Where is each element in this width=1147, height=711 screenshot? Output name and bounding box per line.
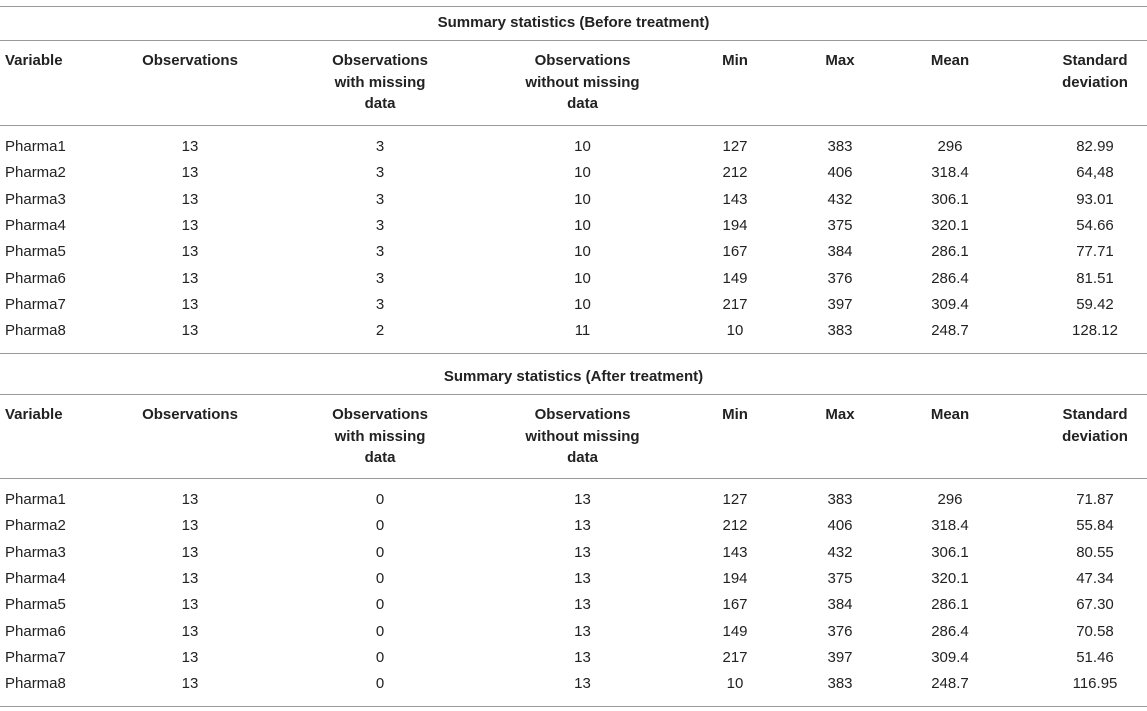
cell-mean: 286.4 xyxy=(931,622,969,640)
cell-observations: 13 xyxy=(181,648,199,666)
cell-variable: Pharma2 xyxy=(5,164,66,182)
cell-missing: 0 xyxy=(375,622,385,640)
cell-std-dev: 64,48 xyxy=(1076,164,1114,182)
column-header-std-dev xyxy=(1045,50,1145,93)
cell-std-dev: 93.01 xyxy=(1076,190,1114,208)
cell-std-dev: 80.55 xyxy=(1076,543,1114,561)
cell-min: 212 xyxy=(722,517,748,535)
cell-std-dev: 70.58 xyxy=(1076,622,1114,640)
section-title-before: Summary statistics (Before treatment) xyxy=(437,14,710,31)
cell-min: 149 xyxy=(722,622,748,640)
column-header-min xyxy=(700,50,770,72)
cell-missing: 3 xyxy=(375,164,385,182)
cell-missing: 3 xyxy=(375,216,385,234)
cell-observations: 13 xyxy=(181,622,199,640)
cell-missing: 3 xyxy=(375,243,385,261)
cell-max: 383 xyxy=(827,675,853,693)
cell-without-missing: 13 xyxy=(574,569,591,587)
cell-variable: Pharma4 xyxy=(5,216,66,234)
column-header-line: Mean xyxy=(930,406,970,423)
column-header-line: Standard xyxy=(1062,406,1128,423)
column-header-line: Standard xyxy=(1062,52,1128,69)
cell-missing: 0 xyxy=(375,648,385,666)
cell-without-missing: 10 xyxy=(574,190,591,208)
cell-std-dev: 81.51 xyxy=(1076,269,1114,287)
cell-missing: 0 xyxy=(375,675,385,693)
column-header-line: Max xyxy=(825,52,855,69)
cell-std-dev: 54.66 xyxy=(1076,216,1114,234)
cell-observations: 13 xyxy=(181,164,199,182)
cell-std-dev: 71.87 xyxy=(1076,491,1114,508)
cell-mean: 248.7 xyxy=(931,322,969,340)
cell-mean: 286.1 xyxy=(931,596,969,614)
cell-variable: Pharma6 xyxy=(5,622,66,640)
section-title-rule xyxy=(0,40,1147,41)
cell-variable: Pharma6 xyxy=(5,269,66,287)
cell-variable: Pharma2 xyxy=(5,517,66,535)
cell-min: 10 xyxy=(726,675,744,693)
cell-max: 376 xyxy=(827,622,853,640)
cell-variable: Pharma3 xyxy=(5,190,66,208)
column-header-min xyxy=(700,404,770,426)
cell-min: 143 xyxy=(722,190,748,208)
cell-min: 194 xyxy=(722,569,748,587)
cell-observations: 13 xyxy=(181,243,199,261)
cell-std-dev: 67.30 xyxy=(1076,596,1114,614)
column-header-variable xyxy=(5,50,125,72)
cell-without-missing: 10 xyxy=(574,216,591,234)
cell-missing: 0 xyxy=(375,491,385,508)
cell-without-missing: 13 xyxy=(574,622,591,640)
column-header-line: Observations xyxy=(332,52,428,69)
column-header-max xyxy=(805,50,875,72)
column-header-missing xyxy=(300,50,460,115)
cell-max: 397 xyxy=(827,295,853,313)
cell-variable: Pharma8 xyxy=(5,675,66,693)
cell-variable: Pharma1 xyxy=(5,491,66,508)
cell-without-missing: 13 xyxy=(574,543,591,561)
cell-observations: 13 xyxy=(181,596,199,614)
cell-without-missing: 13 xyxy=(574,517,591,535)
cell-missing: 2 xyxy=(375,322,385,340)
header-bottom-rule xyxy=(0,125,1147,126)
column-header-line: Mean xyxy=(930,52,970,69)
cell-without-missing: 10 xyxy=(574,164,591,182)
column-header-line: Observations xyxy=(332,406,428,423)
cell-mean: 320.1 xyxy=(931,216,969,234)
cell-missing: 0 xyxy=(375,596,385,614)
cell-min: 194 xyxy=(722,216,748,234)
cell-min: 167 xyxy=(722,596,748,614)
cell-without-missing: 13 xyxy=(574,648,591,666)
cell-variable: Pharma3 xyxy=(5,543,66,561)
cell-mean: 309.4 xyxy=(931,648,969,666)
cell-std-dev: 128.12 xyxy=(1072,322,1118,340)
cell-max: 397 xyxy=(827,648,853,666)
cell-max: 406 xyxy=(827,517,853,535)
cell-missing: 3 xyxy=(375,269,385,287)
cell-mean: 248.7 xyxy=(931,675,969,693)
section-bottom-rule xyxy=(0,353,1147,354)
table-top-rule xyxy=(0,6,1147,7)
cell-observations: 13 xyxy=(181,675,199,693)
cell-min: 167 xyxy=(722,243,748,261)
cell-mean: 286.4 xyxy=(931,269,969,287)
cell-observations: 13 xyxy=(181,543,199,561)
cell-mean: 309.4 xyxy=(931,295,969,313)
column-header-without-missing xyxy=(500,50,665,115)
cell-mean: 296 xyxy=(937,491,963,508)
cell-min: 127 xyxy=(722,138,748,155)
section-title-rule xyxy=(0,394,1147,395)
cell-missing: 3 xyxy=(375,138,385,155)
cell-variable: Pharma8 xyxy=(5,322,66,340)
column-header-mean xyxy=(915,50,985,72)
cell-max: 406 xyxy=(827,164,853,182)
column-header-line: with missing xyxy=(334,427,426,445)
cell-mean: 320.1 xyxy=(931,569,969,587)
cell-std-dev: 55.84 xyxy=(1076,517,1114,535)
cell-max: 375 xyxy=(827,216,853,234)
cell-without-missing: 10 xyxy=(574,243,591,261)
column-header-max xyxy=(805,404,875,426)
cell-max: 383 xyxy=(827,491,853,508)
cell-mean: 306.1 xyxy=(931,190,969,208)
column-header-line: Observations xyxy=(534,52,631,69)
cell-variable: Pharma7 xyxy=(5,648,66,666)
cell-min: 149 xyxy=(722,269,748,287)
column-header-line: data xyxy=(567,449,598,466)
cell-std-dev: 116.95 xyxy=(1072,675,1118,693)
cell-observations: 13 xyxy=(181,491,199,508)
column-header-observations xyxy=(130,50,250,72)
cell-min: 217 xyxy=(722,648,748,666)
cell-observations: 13 xyxy=(181,138,199,155)
cell-variable: Pharma5 xyxy=(5,243,66,261)
cell-mean: 286.1 xyxy=(931,243,969,261)
cell-std-dev: 51.46 xyxy=(1076,648,1114,666)
column-header-line: without missing xyxy=(525,427,640,445)
cell-missing: 0 xyxy=(375,569,385,587)
column-header-mean xyxy=(915,404,985,426)
cell-mean: 318.4 xyxy=(931,164,969,182)
cell-max: 432 xyxy=(827,543,853,561)
column-header-line: data xyxy=(567,95,598,112)
column-header-line: data xyxy=(364,95,396,112)
cell-max: 383 xyxy=(827,138,853,155)
column-header-line: Variable xyxy=(5,52,63,69)
cell-max: 432 xyxy=(827,190,853,208)
cell-variable: Pharma5 xyxy=(5,596,66,614)
column-header-without-missing xyxy=(500,404,665,469)
column-header-variable xyxy=(5,404,125,426)
cell-max: 384 xyxy=(827,596,853,614)
column-header-line: Min xyxy=(722,52,748,69)
cell-min: 127 xyxy=(722,491,748,508)
cell-variable: Pharma7 xyxy=(5,295,66,313)
column-header-line: Max xyxy=(825,406,855,423)
column-header-std-dev xyxy=(1045,404,1145,447)
cell-min: 10 xyxy=(726,322,744,340)
cell-without-missing: 10 xyxy=(574,269,591,287)
cell-max: 376 xyxy=(827,269,853,287)
cell-observations: 13 xyxy=(181,216,199,234)
cell-min: 143 xyxy=(722,543,748,561)
cell-min: 212 xyxy=(722,164,748,182)
cell-max: 384 xyxy=(827,243,853,261)
cell-observations: 13 xyxy=(181,517,199,535)
cell-mean: 296 xyxy=(937,138,963,155)
cell-without-missing: 13 xyxy=(574,675,591,693)
column-header-line: deviation xyxy=(1062,73,1128,91)
cell-without-missing: 10 xyxy=(574,295,591,313)
cell-missing: 0 xyxy=(375,543,385,561)
cell-variable: Pharma4 xyxy=(5,569,66,587)
cell-observations: 13 xyxy=(181,190,199,208)
column-header-line: with missing xyxy=(334,73,426,91)
column-header-missing xyxy=(300,404,460,469)
header-bottom-rule xyxy=(0,478,1147,479)
cell-observations: 13 xyxy=(181,322,199,340)
cell-std-dev: 47.34 xyxy=(1076,569,1114,587)
cell-without-missing: 13 xyxy=(574,491,591,508)
cell-missing: 3 xyxy=(375,295,385,313)
column-header-observations xyxy=(130,404,250,426)
cell-observations: 13 xyxy=(181,295,199,313)
cell-observations: 13 xyxy=(181,269,199,287)
column-header-line: Observations xyxy=(142,52,238,69)
cell-max: 383 xyxy=(827,322,853,340)
cell-missing: 3 xyxy=(375,190,385,208)
cell-mean: 318.4 xyxy=(931,517,969,535)
table-bottom-rule xyxy=(0,706,1147,707)
cell-without-missing: 10 xyxy=(574,138,591,155)
column-header-line: Observations xyxy=(142,406,238,423)
section-title-after: Summary statistics (After treatment) xyxy=(443,368,704,385)
column-header-line: Min xyxy=(722,406,748,423)
cell-missing: 0 xyxy=(375,517,385,535)
column-header-line: Observations xyxy=(534,406,631,423)
cell-mean: 306.1 xyxy=(931,543,969,561)
cell-std-dev: 82.99 xyxy=(1076,138,1114,155)
column-header-line: deviation xyxy=(1062,427,1128,445)
cell-min: 217 xyxy=(722,295,748,313)
cell-max: 375 xyxy=(827,569,853,587)
cell-std-dev: 77.71 xyxy=(1076,243,1114,261)
cell-without-missing: 11 xyxy=(574,322,591,340)
cell-std-dev: 59.42 xyxy=(1076,295,1114,313)
column-header-line: without missing xyxy=(525,73,640,91)
column-header-line: Variable xyxy=(5,406,63,423)
cell-without-missing: 13 xyxy=(574,596,591,614)
cell-variable: Pharma1 xyxy=(5,138,66,155)
cell-observations: 13 xyxy=(181,569,199,587)
column-header-line: data xyxy=(364,449,396,466)
